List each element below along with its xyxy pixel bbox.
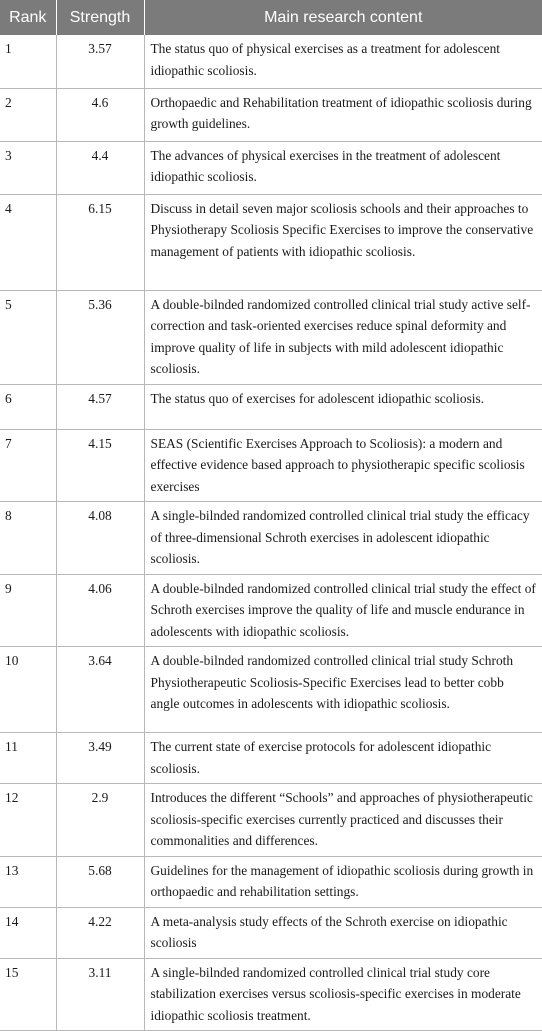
table-body [0,35,542,1031]
strength-cell: 4.08 [56,502,144,575]
rank-cell: 15 [0,958,56,1031]
table-row [0,647,542,733]
rank-cell: 12 [0,784,56,857]
table-row [0,574,542,647]
content-cell: The advances of physical exercises in the treatment of adolescent idiopathic scoliosis. [144,141,542,194]
content-cell: A double-bilnded randomized controlled clinical trial study active self-correction and task-oriented exercises reduce spinal deformity and improve quality of life in subjects with mild adolescent idiopathic scoliosis. [144,290,542,384]
header-rank: Rank [0,0,56,35]
content-cell: Orthopaedic and Rehabilitation treatment of idiopathic scoliosis during growth guidelines. [144,88,542,141]
table-row [0,958,542,1031]
table-header [0,0,542,35]
table-row [0,290,542,384]
rank-cell: 7 [0,429,56,502]
table-row [0,384,542,429]
table-row [0,429,542,502]
rank-cell: 11 [0,733,56,784]
content-cell: Introduces the different “Schools” and approaches of physiotherapeutic scoliosis-specific exercises currently practiced and discusses their commonalities and differences. [144,784,542,857]
strength-cell: 5.68 [56,856,144,907]
strength-cell: 4.6 [56,88,144,141]
header-main-research-content: Main research content [144,0,542,35]
rank-cell: 3 [0,141,56,194]
content-cell: A double-bilnded randomized controlled clinical trial study the effect of Schroth exercises improve the quality of life and muscle endurance in adolescents with idiopathic scoliosis. [144,574,542,647]
rank-cell: 13 [0,856,56,907]
strength-cell: 3.57 [56,35,144,88]
strength-cell: 4.06 [56,574,144,647]
strength-cell: 3.49 [56,733,144,784]
content-cell: The status quo of physical exercises as a treatment for adolescent idiopathic scoliosis. [144,35,542,88]
table-row [0,141,542,194]
rank-cell: 5 [0,290,56,384]
rank-cell: 4 [0,194,56,290]
strength-cell: 6.15 [56,194,144,290]
rank-cell: 2 [0,88,56,141]
rank-cell: 1 [0,35,56,88]
strength-cell: 2.9 [56,784,144,857]
strength-cell: 5.36 [56,290,144,384]
table-row [0,733,542,784]
table-row [0,907,542,958]
rank-cell: 6 [0,384,56,429]
rank-cell: 10 [0,647,56,733]
content-cell: The current state of exercise protocols for adolescent idiopathic scoliosis. [144,733,542,784]
content-cell: SEAS (Scientific Exercises Approach to Scoliosis): a modern and effective evidence based approach to physiotherapic specific scoliosis exercises [144,429,542,502]
rank-cell: 9 [0,574,56,647]
content-cell: Discuss in detail seven major scoliosis schools and their approaches to Physiotherapy Scoliosis Specific Exercises to improve the conservative management of patients with idiopathic scoliosis. [144,194,542,290]
table-row [0,784,542,857]
table-row [0,88,542,141]
strength-cell: 3.64 [56,647,144,733]
content-cell: A single-bilnded randomized controlled clinical trial study core stabilization exercises versus scoliosis-specific exercises in moderate idiopathic scoliosis treatment. [144,958,542,1031]
header-strength: Strength [56,0,144,35]
content-cell: A double-bilnded randomized controlled clinical trial study Schroth Physiotherapeutic Scoliosis-Specific Exercises lead to better cobb angle outcomes in adolescents with idiopathic scoliosis. [144,647,542,733]
strength-cell: 4.22 [56,907,144,958]
strength-cell: 3.11 [56,958,144,1031]
header-row [0,0,542,35]
rank-cell: 14 [0,907,56,958]
strength-cell: 4.15 [56,429,144,502]
table-row [0,35,542,88]
table-row [0,502,542,575]
content-cell: Guidelines for the management of idiopathic scoliosis during growth in orthopaedic and rehabilitation settings. [144,856,542,907]
content-cell: The status quo of exercises for adolescent idiopathic scoliosis. [144,384,542,429]
strength-cell: 4.57 [56,384,144,429]
strength-cell: 4.4 [56,141,144,194]
content-cell: A single-bilnded randomized controlled clinical trial study the efficacy of three-dimensional Schroth exercises in adolescent idiopathic scoliosis. [144,502,542,575]
rank-cell: 8 [0,502,56,575]
table-row [0,194,542,290]
content-cell: A meta-analysis study effects of the Schroth exercise on idiopathic scoliosis [144,907,542,958]
table-row [0,856,542,907]
